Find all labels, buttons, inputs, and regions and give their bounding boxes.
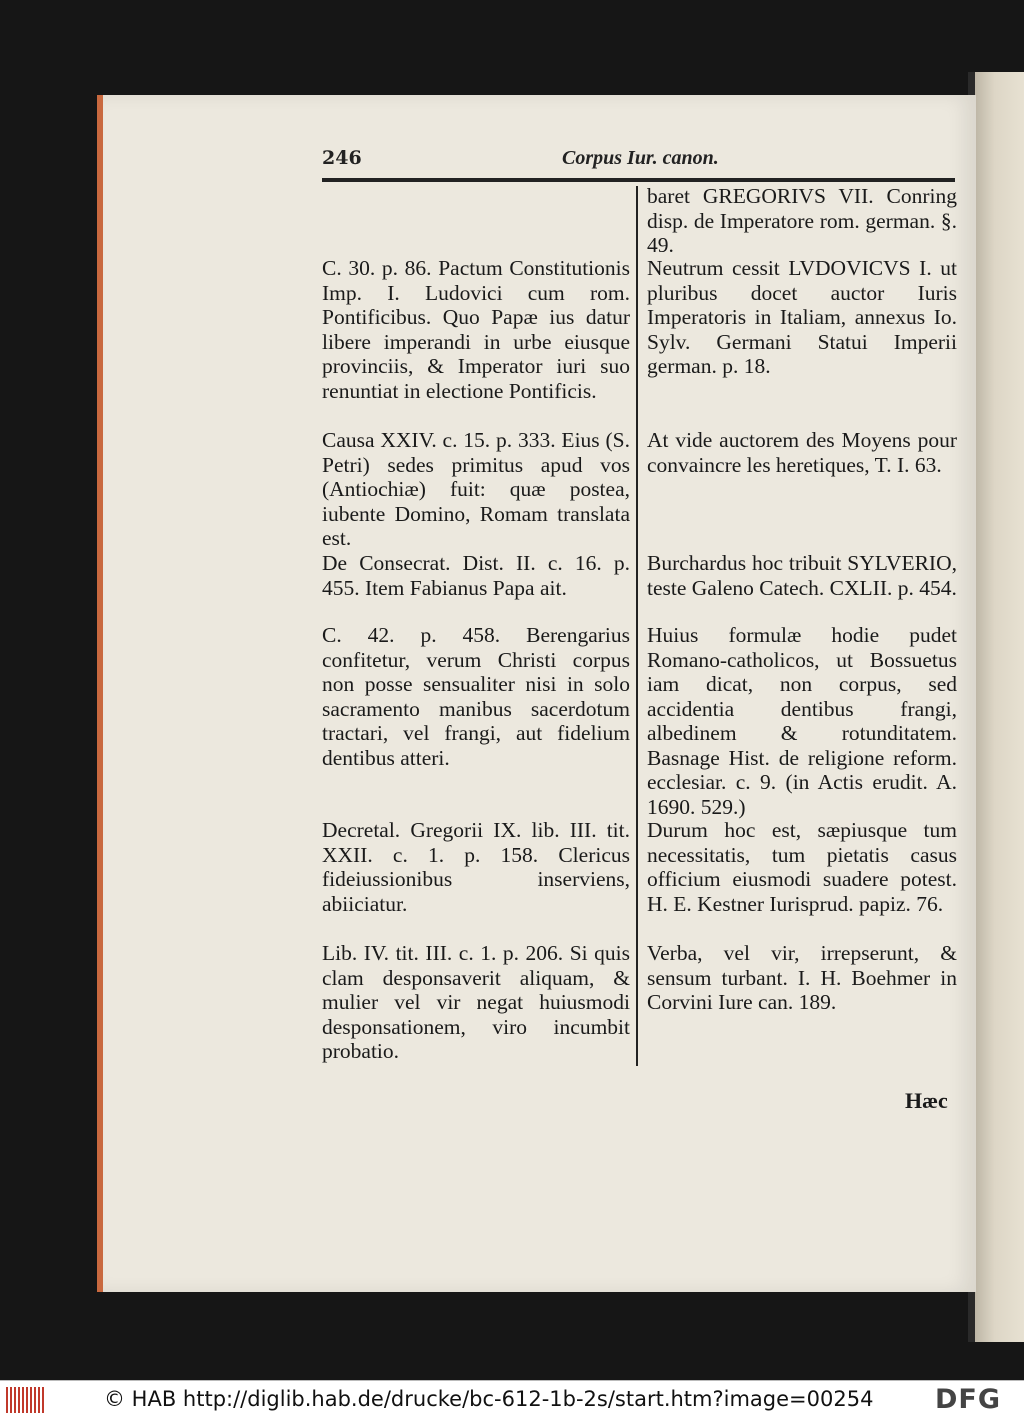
left-entry-consecrat: De Consecrat. Dist. II. c. 16. p. 455. Item Fabianus Papa ait. (322, 551, 630, 600)
catchword: Hæc (905, 1088, 948, 1113)
left-entry-pactum: C. 30. p. 86. Pactum Constitutionis Imp. I. Ludovici cum rom. Pontificibus. Quo Papæ ius datur libere imperandi in urbe eiusque provinciis, & Imperator iuri suo renuntiat in electione Pontificis. (322, 256, 630, 403)
right-entry-burchardus: Burchardus hoc tribuit SYLVERIO, teste Galeno Catech. CXLII. p. 454. (647, 551, 957, 600)
running-title: Corpus Iur. canon. (562, 147, 719, 169)
right-entry-boehmer: Verba, vel vir, irrepserunt, & sensum turbant. I. H. Boehmer in Corvini Iure can. 189. (647, 941, 957, 1014)
page-number: 246 (322, 147, 362, 169)
left-entry-decretal: Decretal. Gregorii IX. lib. III. tit. XXII. c. 1. p. 158. Clericus fideiussionibus inserviens, abiiciatur. (322, 818, 630, 916)
page-header (322, 147, 955, 175)
column-divider (636, 186, 638, 1066)
left-entry-lib-iv: Lib. IV. tit. III. c. 1. p. 206. Si quis clam desponsaverit aliquam, & mulier vel vir negat huiusmodi desponsationem, viro incumbit probatio. (322, 941, 630, 1063)
left-entry-berengarius: C. 42. p. 458. Berengarius confitetur, verum Christi corpus non posse sensualiter nisi in solo sacramento manibus sacerdotum tractari, vel frangi, aut fidelium dentibus atteri. (322, 623, 630, 770)
right-entry-ludovicus: Neutrum cessit LVDOVICVS I. ut pluribus docet auctor Iuris Imperatoris in Italiam, annexus Io. Sylv. Germani Statui Imperii german. p. 18. (647, 256, 957, 378)
right-entry-kestner: Durum hoc est, sæpiusque tum necessitatis, tum pietatis casus officium eiusmodi suadere potest. H. E. Kestner Iurisprud. papiz. 76. (647, 818, 957, 916)
right-entry-gregorius: baret GREGORIVS VII. Conring disp. de Imperatore rom. german. §. 49. (647, 184, 957, 257)
facing-page-edge (975, 72, 1024, 1342)
left-entry-causa: Causa XXIV. c. 15. p. 333. Eius (S. Petri) sedes primitus apud vos (Antiochiæ) fuit: quæ postea, iubente Domino, Romam translata est. (322, 428, 630, 550)
copyright-link[interactable]: © HAB http://diglib.hab.de/drucke/bc-612-1b-2s/start.htm?image=00254 (104, 1387, 874, 1411)
header-rule (322, 178, 955, 182)
barcode-icon (6, 1387, 48, 1413)
right-entry-moyens: At vide auctorem des Moyens pour convaincre les heretiques, T. I. 63. (647, 428, 957, 477)
dfg-logo[interactable]: DFG (935, 1384, 1002, 1415)
right-entry-bossuetus: Huius formulæ hodie pudet Romano-catholicos, ut Bossuetus iam dicat, non corpus, sed accidentia dentibus frangi, albedinem & rotunditatem. Basnage Hist. de religione reform. ecclesiar. c. 9. (in Actis erudit. A. 1690. 529.) (647, 623, 957, 819)
viewer-footer (0, 1380, 1024, 1418)
